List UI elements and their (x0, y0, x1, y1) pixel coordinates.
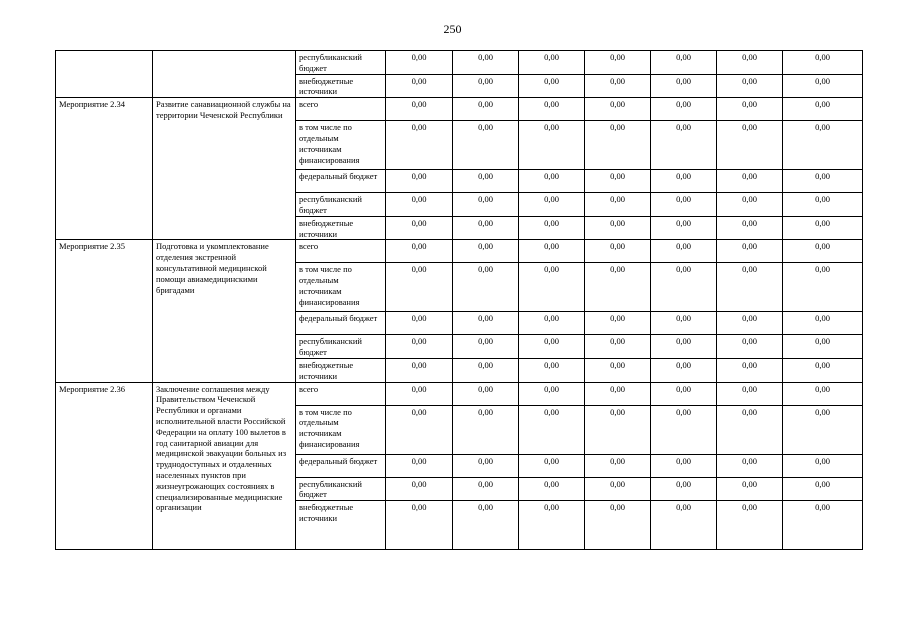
value-cell: 0,00 (783, 358, 863, 382)
value-cell: 0,00 (453, 170, 519, 193)
value-cell: 0,00 (386, 382, 453, 405)
value-cell: 0,00 (453, 216, 519, 240)
measure-id: Мероприятие 2.35 (56, 240, 153, 382)
value-cell: 0,00 (651, 240, 717, 263)
value-cell: 0,00 (651, 216, 717, 240)
value-cell: 0,00 (519, 335, 585, 359)
value-cell: 0,00 (651, 358, 717, 382)
funding-source-incl: в том числе по отдельным источникам финансирования (296, 263, 386, 312)
table-row (56, 98, 863, 121)
value-cell: 0,00 (585, 51, 651, 75)
value-cell: 0,00 (783, 51, 863, 75)
value-cell: 0,00 (783, 263, 863, 312)
value-cell: 0,00 (783, 170, 863, 193)
value-cell: 0,00 (453, 51, 519, 75)
value-cell: 0,00 (585, 170, 651, 193)
value-cell: 0,00 (783, 335, 863, 359)
value-cell: 0,00 (585, 335, 651, 359)
value-cell: 0,00 (717, 240, 783, 263)
value-cell: 0,00 (717, 405, 783, 454)
funding-source-extra: внебюджетные источники (296, 216, 386, 240)
funding-source-vsego: всего (296, 98, 386, 121)
page-number: 250 (443, 22, 462, 36)
value-cell: 0,00 (519, 193, 585, 217)
value-cell: 0,00 (386, 51, 453, 75)
value-cell: 0,00 (453, 477, 519, 501)
value-cell: 0,00 (453, 98, 519, 121)
value-cell: 0,00 (717, 358, 783, 382)
value-cell: 0,00 (783, 240, 863, 263)
value-cell: 0,00 (519, 312, 585, 335)
value-cell: 0,00 (519, 382, 585, 405)
value-cell: 0,00 (651, 74, 717, 98)
value-cell: 0,00 (519, 98, 585, 121)
value-cell: 0,00 (717, 477, 783, 501)
value-cell: 0,00 (651, 51, 717, 75)
value-cell: 0,00 (585, 382, 651, 405)
value-cell: 0,00 (717, 335, 783, 359)
funding-source-republic: республиканский бюджет (296, 477, 386, 501)
value-cell: 0,00 (717, 98, 783, 121)
funding-source-republic: республиканский бюджет (296, 51, 386, 75)
value-cell: 0,00 (651, 382, 717, 405)
value-cell: 0,00 (717, 382, 783, 405)
value-cell: 0,00 (585, 193, 651, 217)
table-row (56, 51, 863, 75)
value-cell: 0,00 (386, 263, 453, 312)
budget-table (55, 50, 863, 550)
value-cell: 0,00 (783, 193, 863, 217)
value-cell: 0,00 (585, 477, 651, 501)
value-cell: 0,00 (386, 335, 453, 359)
table-row (56, 240, 863, 263)
value-cell: 0,00 (651, 193, 717, 217)
value-cell: 0,00 (585, 358, 651, 382)
value-cell: 0,00 (453, 405, 519, 454)
value-cell: 0,00 (386, 477, 453, 501)
value-cell: 0,00 (651, 501, 717, 550)
value-cell: 0,00 (386, 240, 453, 263)
value-cell: 0,00 (651, 170, 717, 193)
value-cell: 0,00 (651, 312, 717, 335)
value-cell: 0,00 (519, 216, 585, 240)
value-cell: 0,00 (783, 121, 863, 170)
value-cell: 0,00 (519, 74, 585, 98)
value-cell: 0,00 (453, 74, 519, 98)
funding-source-federal: федеральный бюджет (296, 312, 386, 335)
value-cell: 0,00 (386, 501, 453, 550)
value-cell: 0,00 (453, 382, 519, 405)
value-cell: 0,00 (651, 405, 717, 454)
value-cell: 0,00 (519, 121, 585, 170)
value-cell: 0,00 (783, 312, 863, 335)
value-cell: 0,00 (453, 335, 519, 359)
value-cell: 0,00 (717, 216, 783, 240)
value-cell: 0,00 (386, 74, 453, 98)
value-cell: 0,00 (783, 98, 863, 121)
value-cell: 0,00 (386, 121, 453, 170)
value-cell: 0,00 (386, 405, 453, 454)
value-cell: 0,00 (585, 121, 651, 170)
measure-id-empty (56, 51, 153, 98)
funding-source-vsego: всего (296, 382, 386, 405)
value-cell: 0,00 (453, 240, 519, 263)
value-cell: 0,00 (717, 170, 783, 193)
value-cell: 0,00 (519, 358, 585, 382)
measure-title-empty (153, 51, 296, 98)
value-cell: 0,00 (717, 454, 783, 477)
value-cell: 0,00 (386, 170, 453, 193)
measure-title: Подготовка и укомплектование отделения экстренной консультативной медицинской помощи авиамедицинскими бригадами (153, 240, 296, 382)
value-cell: 0,00 (651, 335, 717, 359)
value-cell: 0,00 (585, 405, 651, 454)
value-cell: 0,00 (453, 121, 519, 170)
value-cell: 0,00 (717, 74, 783, 98)
funding-source-incl: в том числе по отдельным источникам финансирования (296, 121, 386, 170)
funding-source-vsego: всего (296, 240, 386, 263)
value-cell: 0,00 (783, 382, 863, 405)
value-cell: 0,00 (651, 477, 717, 501)
value-cell: 0,00 (783, 216, 863, 240)
value-cell: 0,00 (585, 501, 651, 550)
value-cell: 0,00 (783, 454, 863, 477)
measure-title: Развитие санавиационной службы на территории Чеченской Республики (153, 98, 296, 240)
value-cell: 0,00 (717, 121, 783, 170)
value-cell: 0,00 (386, 454, 453, 477)
value-cell: 0,00 (386, 193, 453, 217)
value-cell: 0,00 (651, 98, 717, 121)
value-cell: 0,00 (386, 216, 453, 240)
value-cell: 0,00 (783, 477, 863, 501)
funding-source-incl: в том числе по отдельным источникам финансирования (296, 405, 386, 454)
value-cell: 0,00 (386, 358, 453, 382)
value-cell: 0,00 (453, 312, 519, 335)
funding-source-republic: республиканский бюджет (296, 193, 386, 217)
value-cell: 0,00 (585, 263, 651, 312)
value-cell: 0,00 (386, 312, 453, 335)
table-row (56, 382, 863, 405)
value-cell: 0,00 (386, 98, 453, 121)
value-cell: 0,00 (585, 216, 651, 240)
value-cell: 0,00 (717, 501, 783, 550)
value-cell: 0,00 (453, 193, 519, 217)
value-cell: 0,00 (519, 263, 585, 312)
funding-source-federal: федеральный бюджет (296, 170, 386, 193)
value-cell: 0,00 (783, 501, 863, 550)
funding-source-republic: республиканский бюджет (296, 335, 386, 359)
funding-source-extra: внебюджетные источники (296, 74, 386, 98)
measure-title: Заключение соглашения между Правительством Чеченской Республики и органами исполнительной власти Российской Федерации на оплату 100 вылетов в год санитарной авиации для медицинской эвакуации больных из труднодоступных и отдаленных населенных пунктов при жизнеугрожающих состояниях в специализированные медицинские организации (153, 382, 296, 550)
value-cell: 0,00 (519, 501, 585, 550)
value-cell: 0,00 (717, 51, 783, 75)
funding-source-federal: федеральный бюджет (296, 454, 386, 477)
value-cell: 0,00 (519, 405, 585, 454)
value-cell: 0,00 (453, 454, 519, 477)
value-cell: 0,00 (585, 74, 651, 98)
value-cell: 0,00 (519, 454, 585, 477)
value-cell: 0,00 (453, 358, 519, 382)
value-cell: 0,00 (717, 312, 783, 335)
value-cell: 0,00 (585, 312, 651, 335)
measure-id: Мероприятие 2.34 (56, 98, 153, 240)
value-cell: 0,00 (519, 477, 585, 501)
value-cell: 0,00 (783, 74, 863, 98)
value-cell: 0,00 (651, 121, 717, 170)
funding-source-extra: внебюджетные источники (296, 358, 386, 382)
measure-id: Мероприятие 2.36 (56, 382, 153, 550)
value-cell: 0,00 (651, 263, 717, 312)
value-cell: 0,00 (585, 240, 651, 263)
funding-source-extra: внебюджетные источники (296, 501, 386, 550)
value-cell: 0,00 (585, 98, 651, 121)
value-cell: 0,00 (585, 454, 651, 477)
value-cell: 0,00 (453, 501, 519, 550)
value-cell: 0,00 (717, 193, 783, 217)
value-cell: 0,00 (783, 405, 863, 454)
value-cell: 0,00 (717, 263, 783, 312)
value-cell: 0,00 (651, 454, 717, 477)
value-cell: 0,00 (519, 240, 585, 263)
value-cell: 0,00 (519, 51, 585, 75)
value-cell: 0,00 (519, 170, 585, 193)
value-cell: 0,00 (453, 263, 519, 312)
